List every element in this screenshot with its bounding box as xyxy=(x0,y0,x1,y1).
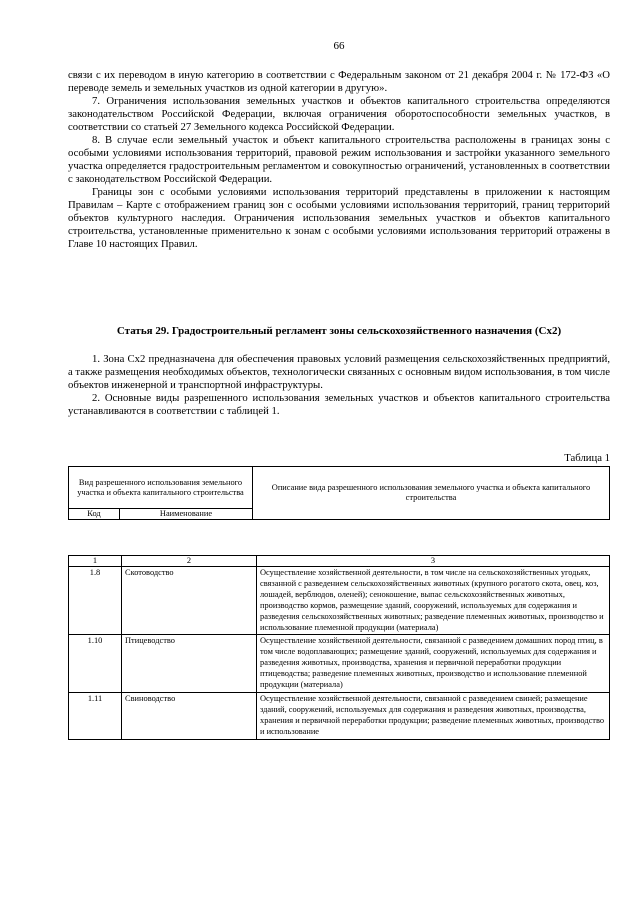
paragraph: 7. Ограничения использования земельных участков и объектов капитального строительства определяются законодательством Российской Федерации, включая ограничения оборотоспособности земельных участков, в соответствии со статьей 27 Земельного кодекса Российской Федерации. xyxy=(68,95,610,133)
row-name: Скотоводство xyxy=(122,567,257,635)
paragraph: 8. В случае если земельный участок и объект капитального строительства расположены в границах зоны с особыми условиями использования территорий, правовой режим использования и застройки указанного земельного участка определяется градостроительным регламентом и совокупностью ограничений, установленных в соответствии с законодательством Российской Федерации. xyxy=(68,134,610,185)
row-code: 1.8 xyxy=(69,567,122,635)
header-group: Вид разрешенного использования земельного участка и объекта капитального строительства xyxy=(69,467,253,509)
row-description: Осуществление хозяйственной деятельности, связанной с разведением домашних пород птиц, в том числе водоплавающих; размещение зданий, сооружений, используемых для содержания и разведения животных, производства, хранения и первичной переработки продукции птицеводства; разведение племенных животных, производство и использование племенной продукции (материала) xyxy=(257,635,610,693)
row-name: Свиноводство xyxy=(122,692,257,739)
page-number: 66 xyxy=(333,40,345,52)
paragraph: 1. Зона Сх2 предназначена для обеспечения правовых условий размещения сельскохозяйственных предприятий, а также размещения необходимых объектов, технологически связанных с основным видом использования, в том числе объектов инженерной и транспортной инфраструктуры. xyxy=(68,353,610,391)
table-row xyxy=(69,556,610,567)
column-number: 2 xyxy=(122,556,257,567)
table-row xyxy=(69,635,610,693)
paragraph: Границы зон с особыми условиями использования территорий представлены в приложении к настоящим Правилам – Карте с отображением границ зон с особыми условиями использования территорий, границ территорий объектов культурного наследия. Ограничения использования земельных участков и объектов капитального строительства, установленные применительно к зонам с особыми условиями использования территорий отражены в Главе 10 настоящих Правил. xyxy=(68,186,610,250)
paragraph: 2. Основные виды разрешенного использования земельных участков и объектов капитального строительства устанавливаются в соответствии с таблицей 1. xyxy=(68,392,610,417)
row-code: 1.11 xyxy=(69,692,122,739)
row-name: Птицеводство xyxy=(122,635,257,693)
table-header xyxy=(68,466,610,520)
column-number: 1 xyxy=(69,556,122,567)
data-table xyxy=(68,555,610,740)
article-title: Статья 29. Градостроительный регламент зоны сельскохозяйственного назначения (Сх2) xyxy=(116,325,562,337)
row-description: Осуществление хозяйственной деятельности, связанной с разведением свиней; размещение зданий, сооружений, используемых для содержания и разведения животных, производства, хранения и первичной переработки продукции; разведение племенных животных, производство и использование xyxy=(257,692,610,739)
table-row xyxy=(69,692,610,739)
row-code: 1.10 xyxy=(69,635,122,693)
header-code: Код xyxy=(69,509,120,520)
column-number: 3 xyxy=(257,556,610,567)
table-label: Таблица 1 xyxy=(564,452,610,464)
article-text xyxy=(68,353,610,418)
table-row xyxy=(69,567,610,635)
header-name: Наименование xyxy=(120,509,253,520)
header-description: Описание вида разрешенного использования земельного участка и объекта капитального строительства xyxy=(253,467,610,520)
paragraph: связи с их переводом в иную категорию в соответствии с Федеральным законом от 21 декабря 2004 г. № 172-ФЗ «О переводе земель и земельных участков из одной категории в другую». xyxy=(68,69,610,94)
row-description: Осуществление хозяйственной деятельности, в том числе на сельскохозяйственных угодьях, связанной с разведением сельскохозяйственных животных (крупного рогатого скота, овец, коз, лошадей, верблюдов, оленей); сенокошение, выпас сельскохозяйственных животных, производство кормов, размещение зданий, сооружений, используемых для содержания и разведения сельскохозяйственных животных; разведение племенных животных, производство и использование племенной продукции (материала) xyxy=(257,567,610,635)
body-text xyxy=(68,69,610,251)
